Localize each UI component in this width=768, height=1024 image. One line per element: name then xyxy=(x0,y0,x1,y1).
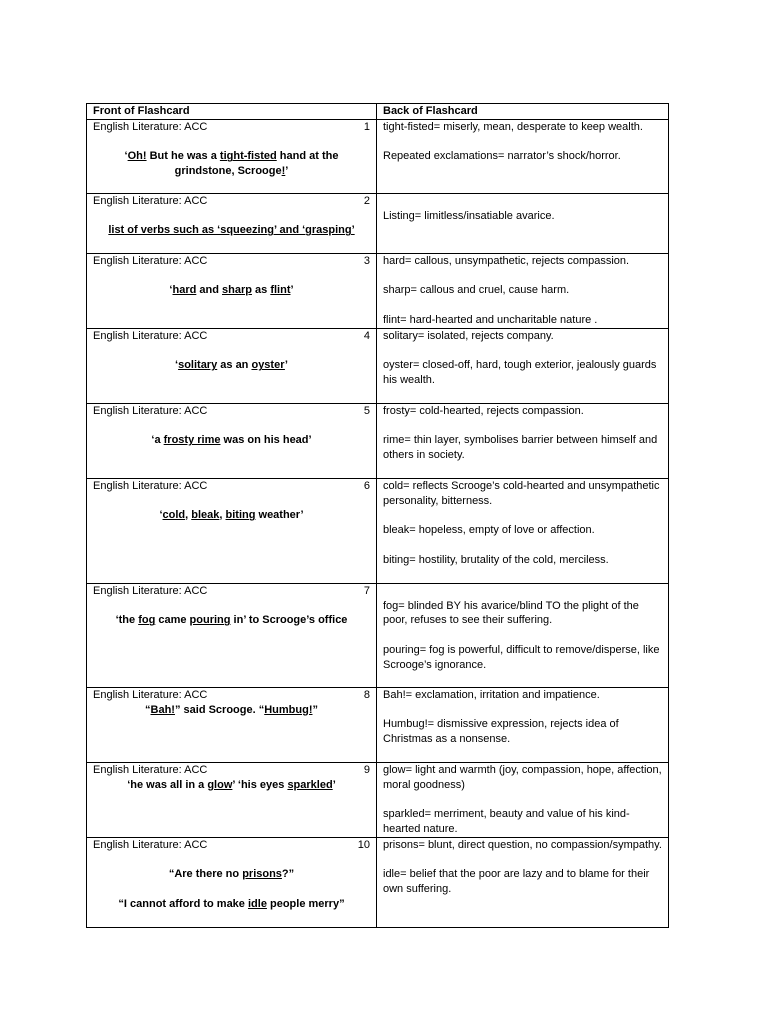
back-note: Repeated exclamations= narrator’s shock/horror. xyxy=(383,150,621,163)
card-header xyxy=(93,120,370,135)
card-header xyxy=(93,838,370,853)
back-note: pouring= fog is powerful, difficult to remove/disperse, like Scrooge’s ignorance. xyxy=(383,643,660,671)
card-subject: English Literature: ACC xyxy=(93,584,208,597)
spacer xyxy=(383,419,662,434)
back-note: Humbug!= dismissive expression, rejects idea of Christmas as a nonsense. xyxy=(383,718,619,746)
flashcard-back xyxy=(377,193,669,253)
back-note: sharp= callous and cruel, cause harm. xyxy=(383,284,570,297)
card-quote: ‘a frosty rime was on his head’ xyxy=(151,434,312,447)
spacer xyxy=(383,194,662,209)
card-subject: English Literature: ACC xyxy=(93,688,208,701)
flashcard-back xyxy=(377,253,669,328)
card-number: 10 xyxy=(357,838,370,851)
flashcard-back xyxy=(377,837,669,927)
flashcard-back xyxy=(377,583,669,687)
back-note: bleak= hopeless, empty of love or affection. xyxy=(383,524,595,537)
back-note: oyster= closed-off, hard, tough exterior, jealously guards his wealth. xyxy=(383,359,657,387)
card-subject: English Literature: ACC xyxy=(93,254,208,267)
card-subject: English Literature: ACC xyxy=(93,120,208,133)
card-subject: English Literature: ACC xyxy=(93,479,208,492)
flashcard-back xyxy=(377,119,669,193)
spacer xyxy=(383,135,662,150)
back-note: flint= hard-hearted and uncharitable nature . xyxy=(383,313,598,326)
spacer xyxy=(383,584,662,599)
card-number: 4 xyxy=(363,329,370,342)
card-quote: ‘solitary as an oyster’ xyxy=(175,359,288,372)
spacer xyxy=(383,508,662,523)
flashcard-table xyxy=(86,103,669,928)
spacer xyxy=(383,703,662,718)
spacer xyxy=(383,792,662,807)
spacer xyxy=(383,344,662,359)
back-note: glow= light and warmth (joy, compassion, hope, affection, moral goodness) xyxy=(383,763,662,791)
card-number: 7 xyxy=(363,584,370,597)
card-quote: ‘Oh! But he was a tight-fisted hand at the grindstone, Scrooge!’ xyxy=(124,150,339,178)
back-note: prisons= blunt, direct question, no compassion/sympathy. xyxy=(383,838,662,851)
back-note: idle= belief that the poor are lazy and to blame for their own suffering. xyxy=(383,868,650,896)
card-header xyxy=(93,254,370,269)
flashcard-front xyxy=(87,403,377,478)
card-subject: English Literature: ACC xyxy=(93,404,208,417)
card-quote: “Bah!” said Scrooge. “Humbug!” xyxy=(145,703,318,716)
back-note: hard= callous, unsympathetic, rejects compassion. xyxy=(383,254,630,267)
back-note: solitary= isolated, rejects company. xyxy=(383,329,554,342)
flashcard-front xyxy=(87,328,377,403)
back-note: rime= thin layer, symbolises barrier between himself and others in society. xyxy=(383,434,658,462)
card-header xyxy=(93,479,370,494)
card-header xyxy=(93,194,370,209)
header-row xyxy=(87,104,669,120)
flashcard-front xyxy=(87,119,377,193)
card-number: 1 xyxy=(363,120,370,133)
card-number: 3 xyxy=(363,254,370,267)
back-note: Listing= limitless/insatiable avarice. xyxy=(383,209,555,222)
card-quote: ‘cold, bleak, biting weather’ xyxy=(159,509,304,522)
flashcard-front xyxy=(87,762,377,837)
flashcard-row xyxy=(87,119,669,193)
flashcard-back xyxy=(377,478,669,583)
back-note: sparkled= merriment, beauty and value of his kind-hearted nature. xyxy=(383,808,630,835)
card-subject: English Literature: ACC xyxy=(93,194,208,207)
card-number: 9 xyxy=(363,763,370,776)
flashcard-back xyxy=(377,403,669,478)
flashcard-row xyxy=(87,328,669,403)
flashcard-back xyxy=(377,762,669,837)
back-note: biting= hostility, brutality of the cold, merciless. xyxy=(383,553,609,566)
flashcard-front xyxy=(87,478,377,583)
card-quote: list of verbs such as ‘squeezing’ and ‘grasping’ xyxy=(108,224,355,237)
flashcard-row xyxy=(87,253,669,328)
back-note: Bah!= exclamation, irritation and impatience. xyxy=(383,688,600,701)
card-subject: English Literature: ACC xyxy=(93,838,208,851)
card-quote: ‘he was all in a glow’ ‘his eyes sparkled’ xyxy=(127,778,336,791)
front-header: Front of Flashcard xyxy=(87,104,377,120)
card-subject: English Literature: ACC xyxy=(93,329,208,342)
flashcard-row xyxy=(87,762,669,837)
flashcard-row xyxy=(87,837,669,927)
card-number: 5 xyxy=(363,404,370,417)
flashcard-back xyxy=(377,328,669,403)
flashcard-front xyxy=(87,193,377,253)
card-quote: ‘hard and sharp as flint’ xyxy=(169,284,294,297)
spacer xyxy=(383,269,662,284)
flashcard-row xyxy=(87,687,669,762)
spacer xyxy=(383,538,662,553)
back-note: tight-fisted= miserly, mean, desperate to keep wealth. xyxy=(383,120,643,133)
flashcard-back xyxy=(377,687,669,762)
card-header xyxy=(93,763,370,778)
card-header xyxy=(93,404,370,419)
card-number: 8 xyxy=(363,688,370,701)
card-header xyxy=(93,329,370,344)
card-number: 2 xyxy=(363,194,370,207)
back-note: cold= reflects Scrooge’s cold-hearted and unsympathetic personality, bitterness. xyxy=(383,479,660,507)
flashcard-row xyxy=(87,478,669,583)
flashcard-front xyxy=(87,253,377,328)
card-header xyxy=(93,584,370,599)
flashcard-row xyxy=(87,583,669,687)
card-number: 6 xyxy=(363,479,370,492)
flashcard-front xyxy=(87,687,377,762)
card-header xyxy=(93,688,370,703)
card-quote: ‘the fog came pouring in’ to Scrooge’s office xyxy=(115,614,348,627)
spacer xyxy=(383,628,662,643)
spacer xyxy=(383,298,662,313)
back-note: fog= blinded BY his avarice/blind TO the plight of the poor, refuses to see their suffering. xyxy=(383,599,639,627)
back-header: Back of Flashcard xyxy=(377,104,669,120)
flashcard-row xyxy=(87,193,669,253)
flashcard-front xyxy=(87,583,377,687)
back-note: frosty= cold-hearted, rejects compassion. xyxy=(383,404,584,417)
spacer xyxy=(383,853,662,868)
card-quote: “Are there no prisons?” “I cannot afford to make idle people merry” xyxy=(118,868,345,910)
card-subject: English Literature: ACC xyxy=(93,763,208,776)
flashcard-front xyxy=(87,837,377,927)
flashcard-row xyxy=(87,403,669,478)
